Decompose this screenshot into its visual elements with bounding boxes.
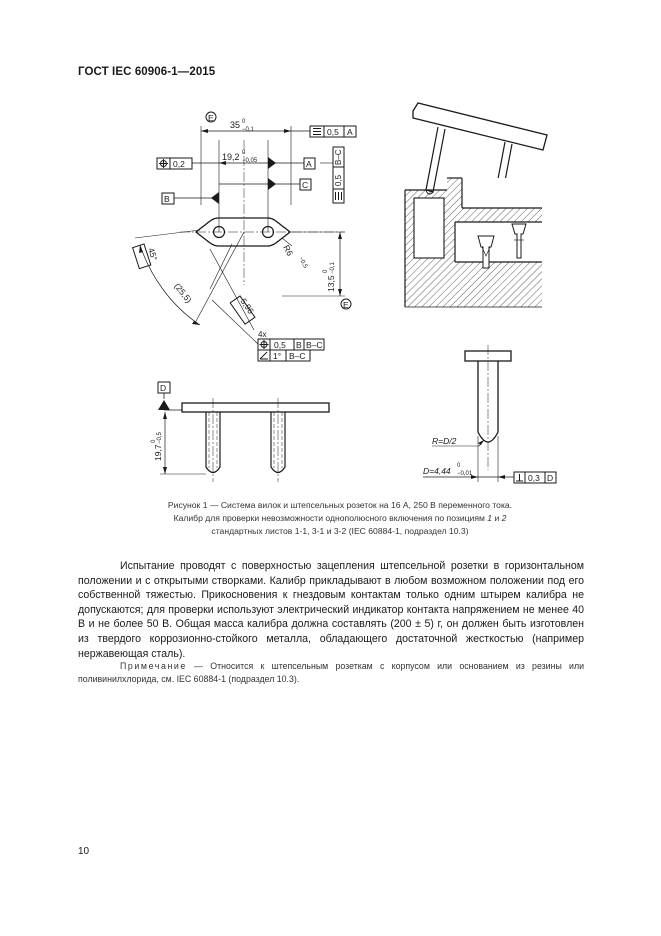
count-4x: 4x xyxy=(258,330,267,339)
pin-detail xyxy=(423,345,556,483)
datum-d-label: D xyxy=(160,383,167,393)
angularity-icon xyxy=(260,352,268,359)
dim-19-7-tol-low: −0,5 xyxy=(157,432,163,444)
gauge-plate xyxy=(182,403,329,412)
dim-35-value: 35 xyxy=(230,120,241,130)
dim-chord: (25,5) xyxy=(172,281,194,305)
frame-pos-bottom-ref1: B xyxy=(296,340,302,350)
side-view xyxy=(151,382,329,482)
figure-caption-line-2: Калибр для проверки невозможности однополюсного включения по позициям 1 и 2 xyxy=(173,513,507,523)
symmetry-icon xyxy=(336,192,342,200)
frame-perp-value: 0,3 xyxy=(528,473,540,483)
frame-sym-top-ref: A xyxy=(347,127,353,137)
dim-radius: R6 xyxy=(281,243,296,258)
dim-13-5-tol-low: −0,1 xyxy=(330,262,336,274)
frame-ang-bottom-ref: B–C xyxy=(289,351,306,361)
dim-diameter-tol-up: 0 xyxy=(457,463,461,469)
dim-19-2-tol-up: 0 xyxy=(242,150,246,156)
datum-triangle-icon xyxy=(268,157,276,169)
dim-35-tol-low: −0,1 xyxy=(242,127,254,133)
frame-pos-left-value: 0,2 xyxy=(173,159,185,169)
frame-pos-bottom-ref2: B–C xyxy=(306,340,323,350)
dim-nose: 5,96 xyxy=(238,296,257,316)
note-label: Примечание xyxy=(120,661,187,671)
tilted-plate xyxy=(413,103,547,150)
page-number: 10 xyxy=(78,846,90,857)
dim-diameter: D=4,44 xyxy=(423,466,451,476)
frame-pos-bottom-value: 0,5 xyxy=(274,340,286,350)
dim-tip-radius: R=D/2 xyxy=(432,436,457,446)
datum-a-label: A xyxy=(306,159,312,169)
frame-ang-bottom-value: 1° xyxy=(273,351,282,361)
dim-19-2-tol-low: −0,05 xyxy=(242,158,258,164)
symmetry-icon xyxy=(313,129,321,135)
frame-sym-right-ref: B–C xyxy=(334,149,343,165)
note-paragraph xyxy=(78,660,584,686)
dim-13-5-value: 13,5 xyxy=(326,275,336,292)
document-header: ГОСТ IEC 60906-1—2015 xyxy=(78,66,216,78)
datum-e-bottom: E xyxy=(343,300,349,310)
datum-triangle-icon xyxy=(158,400,170,410)
dim-radius-tol: −0,5 xyxy=(297,256,309,270)
datum-e-top: E xyxy=(208,113,214,123)
dim-35-tol-up: 0 xyxy=(242,119,246,125)
figure-caption-line-1: Рисунок 1 — Система вилок и штепсельных розеток на 16 А, 250 В переменного тока. xyxy=(167,500,513,510)
figure-caption-line-3: стандартных листов 1-1, 3-1 и 3-2 (IEC 60884-1, подраздел 10.3) xyxy=(211,526,469,536)
frame-perp-ref: D xyxy=(547,473,554,483)
body-paragraph: Испытание проводят с поверхностью зацепления штепсельной розетки в горизонтальном положении и с открытыми створками. Калибр прикладывают в любом возможном положении под его собственной тяжестью. Прикосновения к гнездовым контактам только одним штырем калибра не допускаются; для проверки используют электрический индикатор контакта напряжением не менее 40 В и не более 50 В. Общая масса калибра должна составлять (200 ± 5) г, он должен быть изготовлен из твердого коррозионно-стойкого металла, обладающего достаточной жесткостью (например нержавеющая сталь). xyxy=(78,560,584,660)
datum-c-label: C xyxy=(302,180,309,190)
position-icon xyxy=(260,340,269,349)
dim-19-7-value: 19,7 xyxy=(153,444,163,461)
dim-19-2-value: 19,2 xyxy=(222,152,240,162)
position-icon xyxy=(159,159,168,168)
frame-sym-top-value: 0,5 xyxy=(327,127,339,137)
datum-b-label: B xyxy=(164,194,170,204)
dim-diameter-tol-low: −0,01 xyxy=(457,471,473,477)
dim-13-5-tol-up: 0 xyxy=(323,269,329,273)
note-text: — Относится к штепсельным розеткам с корпусом или основанием из резины или поливинилхлорида, см. IEC 60884-1 (подраздел 10.3). xyxy=(78,661,584,684)
plan-view xyxy=(133,112,356,361)
dim-19-7-tol-up: 0 xyxy=(151,439,157,443)
frame-sym-right-value: 0,5 xyxy=(334,174,343,186)
socket-section xyxy=(405,103,547,307)
perpendicularity-icon xyxy=(516,474,523,481)
dim-angle-45: 45° xyxy=(146,246,160,262)
plug-outline xyxy=(196,218,290,246)
